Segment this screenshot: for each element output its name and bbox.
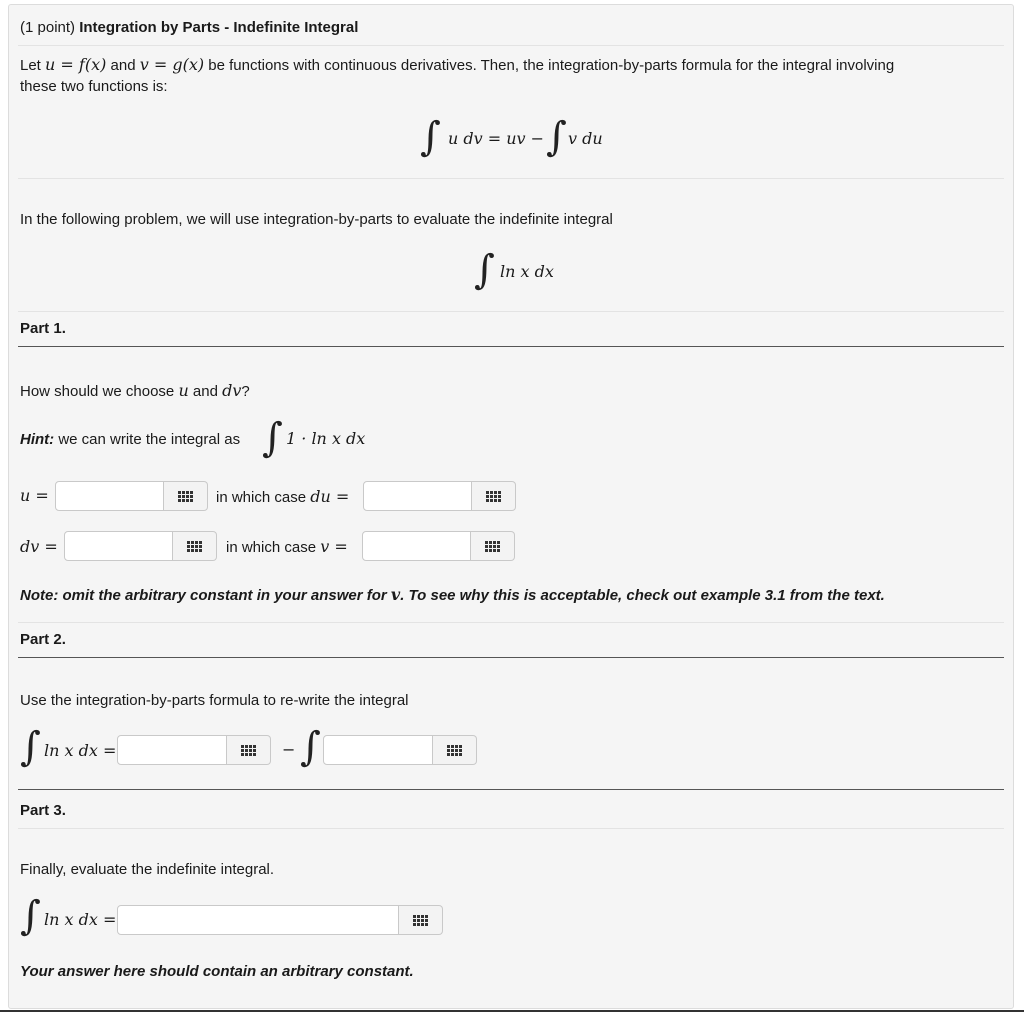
v-text: in which case: [226, 539, 321, 556]
intro-text: Let: [20, 57, 46, 74]
integral-sign-icon: ∫: [546, 114, 567, 160]
v-prompt: [226, 537, 348, 556]
integral-sign-icon: ∫: [20, 724, 41, 770]
question-text: ?: [241, 383, 250, 400]
part1-question: [20, 381, 250, 400]
u-equation-editor-button[interactable]: [164, 481, 208, 511]
hint-text: we can write the integral as: [54, 431, 241, 448]
divider: [18, 178, 1004, 179]
v-input[interactable]: [362, 531, 471, 561]
hint: [20, 431, 240, 448]
part3-lhs: ln x dx =: [44, 910, 117, 929]
part2-first-input[interactable]: [117, 735, 227, 765]
keypad-icon: [486, 491, 501, 502]
divider: [18, 622, 1004, 623]
integral-sign-icon: ∫: [474, 247, 495, 293]
v-label: v =: [320, 537, 348, 556]
hint-label: Hint:: [20, 431, 55, 448]
divider: [18, 45, 1004, 46]
part3-note: Your answer here should contain an arbitrary constant.: [20, 963, 414, 980]
divider: [18, 311, 1004, 312]
dv-label: dv =: [20, 537, 58, 556]
divider: [18, 828, 1004, 829]
part2-lhs: ln x dx =: [44, 741, 117, 760]
bottom-border: [0, 1010, 1024, 1012]
part2-second-equation-editor-button[interactable]: [433, 735, 477, 765]
integral-sign-icon: ∫: [420, 114, 441, 160]
part2-instruction: Use the integration-by-parts formula to re-write the integral: [20, 692, 409, 709]
keypad-icon: [178, 491, 193, 502]
keypad-icon: [241, 745, 256, 756]
part3-instruction: Finally, evaluate the indefinite integral.: [20, 861, 275, 878]
u-input[interactable]: [55, 481, 164, 511]
minus-sign: −: [282, 740, 296, 759]
u-definition: u = f(x): [45, 55, 107, 74]
dv-equation-editor-button[interactable]: [173, 531, 217, 561]
intro-line-2: these two functions is:: [20, 78, 168, 95]
note-text: . To see why this is acceptable, check out example 3.1 from the text.: [400, 587, 885, 604]
intro-text: and: [106, 57, 140, 74]
note-text: Note: omit the arbitrary constant in your answer for: [20, 587, 391, 604]
intro-line-1: [20, 55, 894, 74]
integral-sign-icon: ∫: [20, 893, 41, 939]
keypad-icon: [447, 745, 462, 756]
part2-first-equation-editor-button[interactable]: [227, 735, 271, 765]
keypad-icon: [187, 541, 202, 552]
part1-label: Part 1.: [20, 320, 66, 337]
integral-sign-icon: ∫: [262, 415, 283, 461]
part2-second-input[interactable]: [323, 735, 433, 765]
part3-equation-editor-button[interactable]: [399, 905, 443, 935]
formula-right: v du: [568, 129, 603, 148]
question-text: and: [188, 383, 223, 400]
du-label: du =: [310, 487, 350, 506]
part-divider: [18, 346, 1004, 347]
du-prompt: [216, 487, 349, 506]
du-equation-editor-button[interactable]: [472, 481, 516, 511]
formula-left: u dv = uv −: [448, 129, 545, 148]
question-text: How should we choose: [20, 383, 179, 400]
points-label: (1 point): [20, 19, 76, 36]
part3-answer-input[interactable]: [117, 905, 399, 935]
u-symbol: u: [178, 381, 189, 400]
v-equation-editor-button[interactable]: [471, 531, 515, 561]
integral-sign-icon: ∫: [300, 724, 321, 770]
problem-integrand: ln x dx: [500, 262, 554, 281]
part1-note: [20, 585, 885, 604]
intro-text: be functions with continuous derivatives. Then, the integration-by-parts formula for the integral involving: [204, 57, 895, 74]
problem-title: Integration by Parts - Indefinite Integral: [79, 19, 359, 36]
part-divider: [18, 657, 1004, 658]
dv-symbol: dv: [222, 381, 242, 400]
problem-statement: In the following problem, we will use integration-by-parts to evaluate the indefinite integral: [20, 211, 613, 228]
problem-header: [20, 19, 358, 36]
part3-label: Part 3.: [20, 802, 66, 819]
keypad-icon: [413, 915, 428, 926]
hint-integrand: 1 · ln x dx: [286, 429, 366, 448]
u-label: u =: [20, 486, 49, 505]
part2-label: Part 2.: [20, 631, 66, 648]
v-symbol: v: [390, 585, 401, 604]
du-text: in which case: [216, 489, 311, 506]
part-divider: [18, 789, 1004, 790]
dv-input[interactable]: [64, 531, 173, 561]
v-definition: v = g(x): [139, 55, 205, 74]
keypad-icon: [485, 541, 500, 552]
du-input[interactable]: [363, 481, 472, 511]
